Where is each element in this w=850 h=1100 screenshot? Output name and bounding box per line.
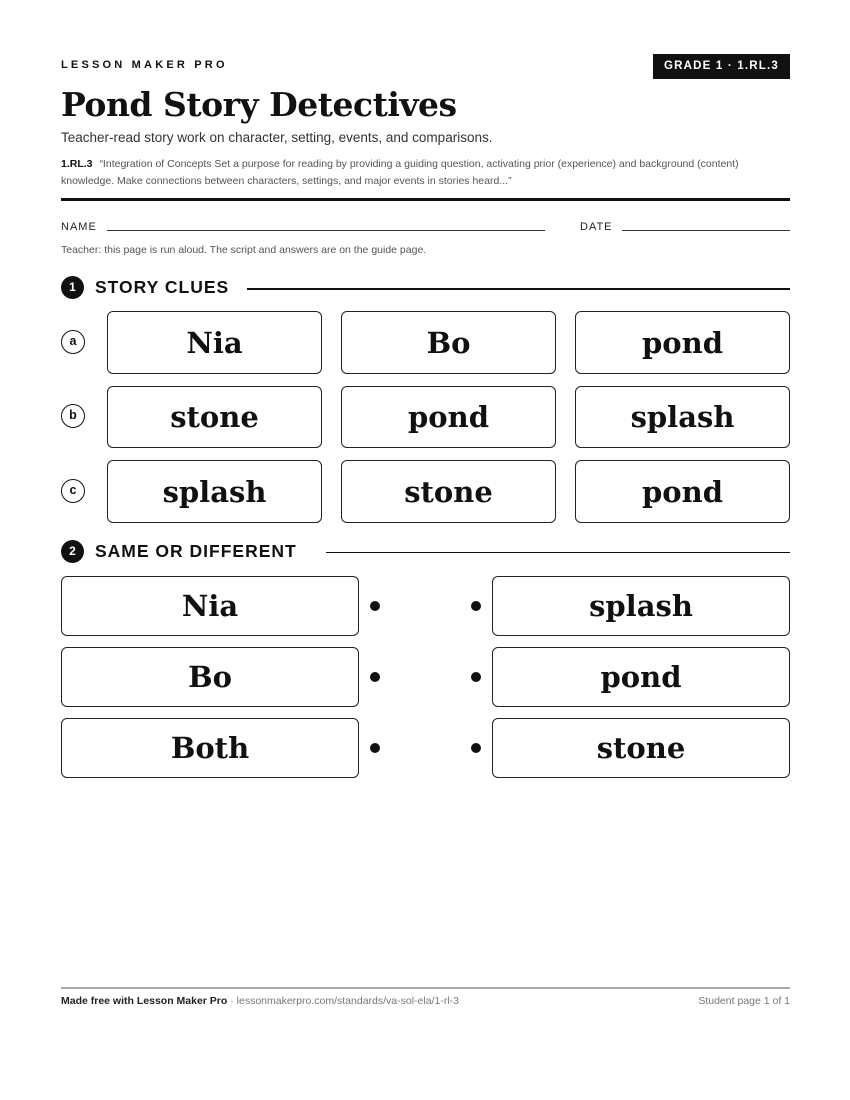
match-right-card[interactable]: splash bbox=[492, 576, 790, 636]
match-dot-right[interactable] bbox=[471, 601, 481, 611]
header-divider bbox=[61, 198, 790, 201]
section-rule bbox=[326, 552, 790, 553]
name-field[interactable] bbox=[107, 230, 545, 231]
clue-card[interactable]: pond bbox=[575, 460, 790, 523]
match-dot-left[interactable] bbox=[370, 672, 380, 682]
section-title: STORY CLUES bbox=[95, 277, 230, 297]
clue-card[interactable]: Nia bbox=[107, 311, 322, 374]
worksheet-page bbox=[61, 0, 790, 1100]
match-left-card[interactable]: Both bbox=[61, 718, 359, 778]
match-right-card[interactable]: pond bbox=[492, 647, 790, 707]
standard-code: 1.RL.3 bbox=[61, 158, 93, 170]
teacher-note: Teacher: this page is run aloud. The script and answers are on the guide page. bbox=[61, 244, 427, 256]
section-number-badge: 2 bbox=[61, 540, 84, 563]
clue-card[interactable]: pond bbox=[341, 386, 556, 448]
date-label: DATE bbox=[580, 221, 613, 233]
footer-made-with: Made free with Lesson Maker Pro bbox=[61, 995, 228, 1007]
match-dot-right[interactable] bbox=[471, 743, 481, 753]
match-left-card[interactable]: Nia bbox=[61, 576, 359, 636]
section-rule bbox=[247, 288, 790, 290]
section-story-clues-header bbox=[61, 276, 790, 300]
match-dot-right[interactable] bbox=[471, 672, 481, 682]
match-right-card[interactable]: stone bbox=[492, 718, 790, 778]
section-same-different-header bbox=[61, 540, 790, 564]
row-letter-a: a bbox=[61, 330, 85, 354]
footer-page-number: Student page 1 of 1 bbox=[698, 995, 790, 1007]
clue-card[interactable]: stone bbox=[107, 386, 322, 448]
match-left-card[interactable]: Bo bbox=[61, 647, 359, 707]
clue-card[interactable]: splash bbox=[575, 386, 790, 448]
footer-credit bbox=[61, 995, 459, 1007]
clue-card[interactable]: stone bbox=[341, 460, 556, 523]
page-subtitle: Teacher-read story work on character, setting, events, and comparisons. bbox=[61, 130, 493, 145]
standard-text: “Integration of Concepts Set a purpose for reading by providing a guiding question, activating prior (experience) and background (content) knowledge. Make connections between characters, settings, and major events in stories heard...” bbox=[61, 158, 739, 187]
match-dot-left[interactable] bbox=[370, 743, 380, 753]
clue-card[interactable]: splash bbox=[107, 460, 322, 523]
footer-url[interactable]: · lessonmakerpro.com/standards/va-sol-ela/1-rl-3 bbox=[227, 995, 459, 1007]
grade-badge: GRADE 1 · 1.RL.3 bbox=[653, 54, 790, 79]
name-label: NAME bbox=[61, 221, 97, 233]
section-title: SAME OR DIFFERENT bbox=[95, 541, 297, 561]
row-letter-b: b bbox=[61, 404, 85, 428]
page-title: Pond Story Detectives bbox=[61, 85, 457, 124]
brand-name: LESSON MAKER PRO bbox=[61, 59, 228, 71]
footer-divider bbox=[61, 987, 790, 989]
standard-description bbox=[61, 156, 790, 190]
row-letter-c: c bbox=[61, 479, 85, 503]
date-field[interactable] bbox=[622, 230, 790, 231]
match-dot-left[interactable] bbox=[370, 601, 380, 611]
clue-card[interactable]: pond bbox=[575, 311, 790, 374]
clue-card[interactable]: Bo bbox=[341, 311, 556, 374]
section-number-badge: 1 bbox=[61, 276, 84, 299]
